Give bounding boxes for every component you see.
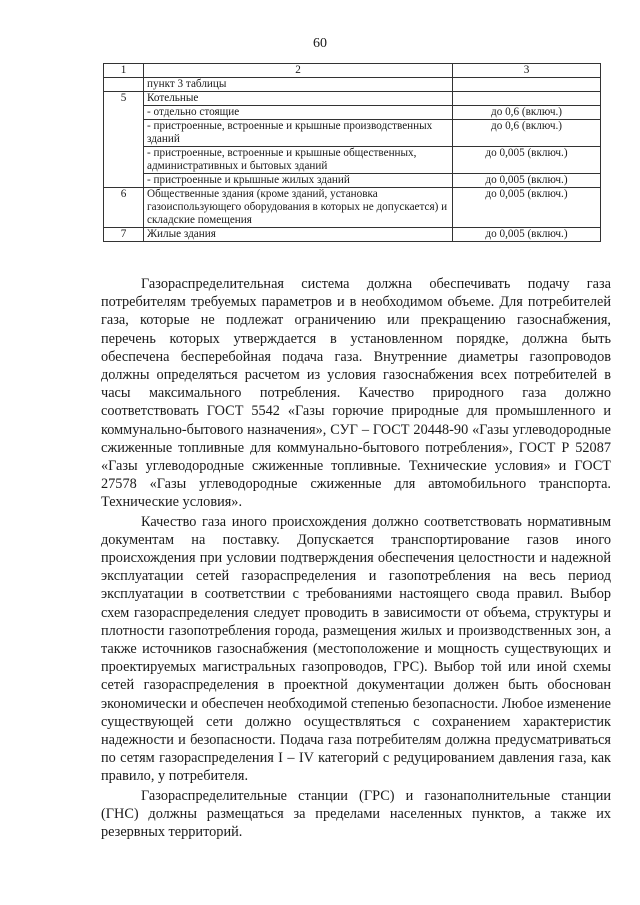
table-row: [104, 188, 601, 228]
body-text: [101, 275, 611, 841]
row-value: до 0,005 (включ.): [453, 228, 601, 242]
row-number: [104, 120, 144, 147]
pressure-table: [103, 63, 601, 242]
row-description: пункт 3 таблицы: [144, 78, 453, 92]
paragraph: Качество газа иного происхождения должно соответствовать нормативным документам на поставку. Допускается транспортирование газов иного происхождения при условии подтверждения обеспечения целостности и надежной эксплуатации сетей газораспределения и газопотребления на весь период эксплуатации в соответствии с требованиями настоящего свода правил. Выбор схем газораспределения следует проводить в зависимости от объема, структуры и плотности газопотребления города, размещения жилых и производственных зон, а также источников газоснабжения (местоположение и мощность существующих и проектируемых магистральных газопроводов, ГРС). Выбор той или иной схемы сетей газораспределения в проектной документации должен быть обоснован экономически и обеспечен необходимой степенью безопасности. Любое изменение существующей сети должно осуществляться с сохранением характеристик надежности и безопасности. Подача газа потребителям должна предусматриваться по сетям газораспределения I – IV категорий с редуцированием давления газа, как правило, у потребителя.: [101, 513, 611, 785]
row-description: - пристроенные, встроенные и крышные производственных зданий: [144, 120, 453, 147]
table-row: [104, 106, 601, 120]
table-row: [104, 228, 601, 242]
row-value: до 0,6 (включ.): [453, 120, 601, 147]
table-row: [104, 120, 601, 147]
row-value: до 0,005 (включ.): [453, 147, 601, 174]
page-number: 60: [313, 36, 327, 51]
row-number: [104, 174, 144, 188]
row-description: Котельные: [144, 92, 453, 106]
paragraph: Газораспределительная система должна обеспечивать подачу газа потребителям требуемых параметров и в необходимом объеме. Для потребителей газа, которые не подлежат ограничению или прекращению газоснабжения, перечень которых утверждается в установленном порядке, должна быть обеспечена бесперебойная подача газа. Внутренние диаметры газопроводов должны определяться расчетом из условия газоснабжения всех потребителей в часы максимального потребления. Качество природного газа должно соответствовать ГОСТ 5542 «Газы горючие природные для промышленного и коммунально-бытового назначения», СУГ – ГОСТ 20448-90 «Газы углеводородные сжиженные топливные для коммунально-бытового потребления», ГОСТ Р 52087 «Газы углеводородные сжиженные топливные. Технические условия» и ГОСТ 27578 «Газы углеводородные сжиженные для автомобильного транспорта. Технические условия».: [101, 276, 611, 511]
table-header-cell: 3: [453, 64, 601, 78]
table-row: [104, 92, 601, 106]
row-number: [104, 147, 144, 174]
table-header-cell: 2: [144, 64, 453, 78]
row-description: - пристроенные, встроенные и крышные общественных, административных и бытовых зданий: [144, 147, 453, 174]
row-description: - пристроенные и крышные жилых зданий: [144, 174, 453, 188]
row-number: 6: [104, 188, 144, 228]
table-header-row: [104, 64, 601, 78]
row-description: Жилые здания: [144, 228, 453, 242]
row-value: до 0,005 (включ.): [453, 188, 601, 228]
row-number: [104, 106, 144, 120]
table-row: [104, 174, 601, 188]
row-description: Общественные здания (кроме зданий, установка газоиспользующего оборудования в которых не допускается) и складские помещения: [144, 188, 453, 228]
row-value: до 0,6 (включ.): [453, 106, 601, 120]
row-number: 5: [104, 92, 144, 106]
row-value: [453, 78, 601, 92]
row-number: [104, 78, 144, 92]
row-number: 7: [104, 228, 144, 242]
paragraph: Газораспределительные станции (ГРС) и газонаполнительные станции (ГНС) должны размещаться за пределами населенных пунктов, а также их резервных территорий.: [101, 787, 611, 841]
row-value: до 0,005 (включ.): [453, 174, 601, 188]
table-row: [104, 147, 601, 174]
table-row: [104, 78, 601, 92]
table-header-cell: 1: [104, 64, 144, 78]
row-description: - отдельно стоящие: [144, 106, 453, 120]
row-value: [453, 92, 601, 106]
